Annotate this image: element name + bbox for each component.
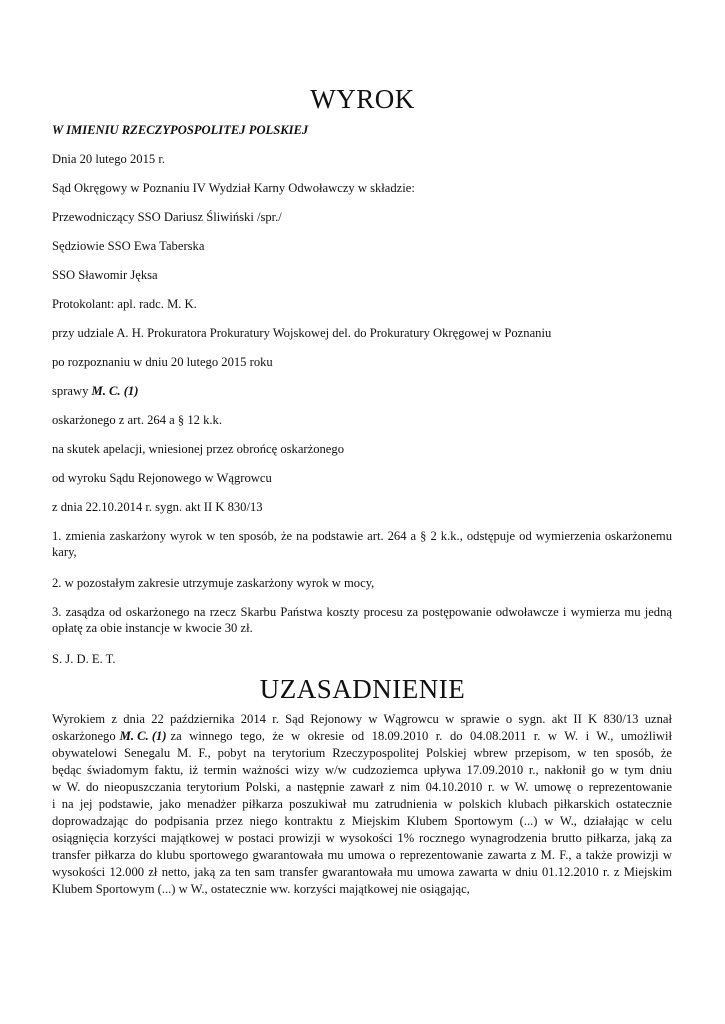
judge-first: Sędziowie SSO Ewa Taberska — [52, 239, 205, 253]
appeal-info: na skutek apelacji, wniesionej przez obrońcę oskarżonego — [52, 442, 344, 456]
lower-court: od wyroku Sądu Rejonowego w Wągrowcu — [52, 471, 272, 485]
justification-line-3: obywatelowi Senegalu M. F., pobyt na terytorium Rzeczypospolitej Polskiej wbrew przepisom, w ten sposób, że — [52, 746, 672, 760]
justification-line-11: Klubem Sportowym (...) w W., ostatecznie ww. korzyści majątkowej nie osiągając, — [52, 882, 470, 896]
document-subtitle: W IMIENIU RZECZYPOSPOLITEJ POLSKIEJ — [52, 123, 309, 137]
case-prefix: sprawy — [52, 384, 92, 398]
hearing-date: po rozpoznaniu w dniu 20 lutego 2015 roku — [52, 355, 273, 369]
lower-court-date: z dnia 22.10.2014 r. sygn. akt II K 830/13 — [52, 500, 263, 514]
judge-second: SSO Sławomir Jęksa — [52, 268, 158, 282]
charge: oskarżonego z art. 264 a § 12 k.k. — [52, 413, 222, 427]
justification-line-5: w W. do nieopuszczania terytorium Polski, a następnie zawarł z nim 04.10.2010 r. w W. umowę o reprezentowanie — [52, 780, 672, 794]
justification-line-7: doprowadzając do podpisania przez niego kontraktu z Miejskim Klubem Sportowym (...) w W., działając w celu — [52, 814, 672, 828]
prosecutor: przy udziale A. H. Prokuratora Prokuratury Wojskowej del. do Prokuratury Okręgowej w Poznaniu — [52, 326, 552, 340]
court-composition: Sąd Okręgowy w Poznaniu IV Wydział Karny Odwoławczy w składzie: — [52, 181, 415, 195]
defendant-name: M. C. (1) — [91, 384, 139, 398]
justification-line-8: osiągnięcia korzyści majątkowej w postaci prowizji w wysokości 1% rocznego wynagrodzenia brutto piłkarza, jaką za — [52, 831, 672, 845]
justification-defendant-name: M. C. (1) — [119, 729, 167, 743]
ruling-point-3: 3. zasądza od oskarżonego na rzecz Skarbu Państwa koszty procesu za postępowanie odwoławcze i wymierza mu jedną opłatę za obie instancje w kwocie 30 zł. — [52, 605, 672, 635]
clerk: Protokolant: apl. radc. M. K. — [52, 297, 197, 311]
justification-line-4: będąc świadomym faktu, iż termin ważności wizy w/w cudzoziemca upływa 17.09.2010 r., nakłonił go w tym dniu — [52, 763, 672, 777]
case-line — [52, 383, 672, 399]
presiding-judge: Przewodniczący SSO Dariusz Śliwiński /spr./ — [52, 210, 282, 224]
judgment-date: Dnia 20 lutego 2015 r. — [52, 152, 165, 166]
justification-line-9: transfer piłkarza do klubu sportowego gwarantowała mu umowa o reprezentowanie zawarta z M. F., a także prowizji w — [52, 848, 672, 862]
ruling-point-1: 1. zmienia zaskarżony wyrok w ten sposób, że na podstawie art. 264 a § 2 k.k., odstępuje od wymierzenia oskarżonemu kary, — [52, 529, 672, 559]
justification-line-10: wysokości 12.000 zł netto, jaką za ten sam transfer gwarantowała mu umowa zawarta w dniu 01.12.2010 r. z Miejskim — [52, 865, 672, 879]
ruling-point-2: 2. w pozostałym zakresie utrzymuje zaskarżony wyrok w mocy, — [52, 576, 375, 590]
justification-title: UZASADNIENIE — [259, 674, 466, 704]
justification-defendant-prefix: oskarżonego — [52, 729, 116, 743]
document-title: WYROK — [310, 84, 415, 114]
justification-line-2 — [52, 728, 672, 744]
signatures: S. J. D. E. T. — [52, 652, 116, 666]
justification-charge-start: za winnego tego, że w okresie od 18.09.2010 r. do 04.08.2011 r. w W. i W., umożliwił — [170, 729, 672, 743]
justification-line-6: i na jej podstawie, jako menadżer piłkarza poszukiwał mu zatrudnienia w polskich klubach piłkarskich ostatecznie — [52, 797, 672, 811]
justification-line-1: Wyrokiem z dnia 22 października 2014 r. Sąd Rejonowy w Wągrowcu w sprawie o sygn. akt II K 830/13 uznał — [52, 712, 672, 726]
